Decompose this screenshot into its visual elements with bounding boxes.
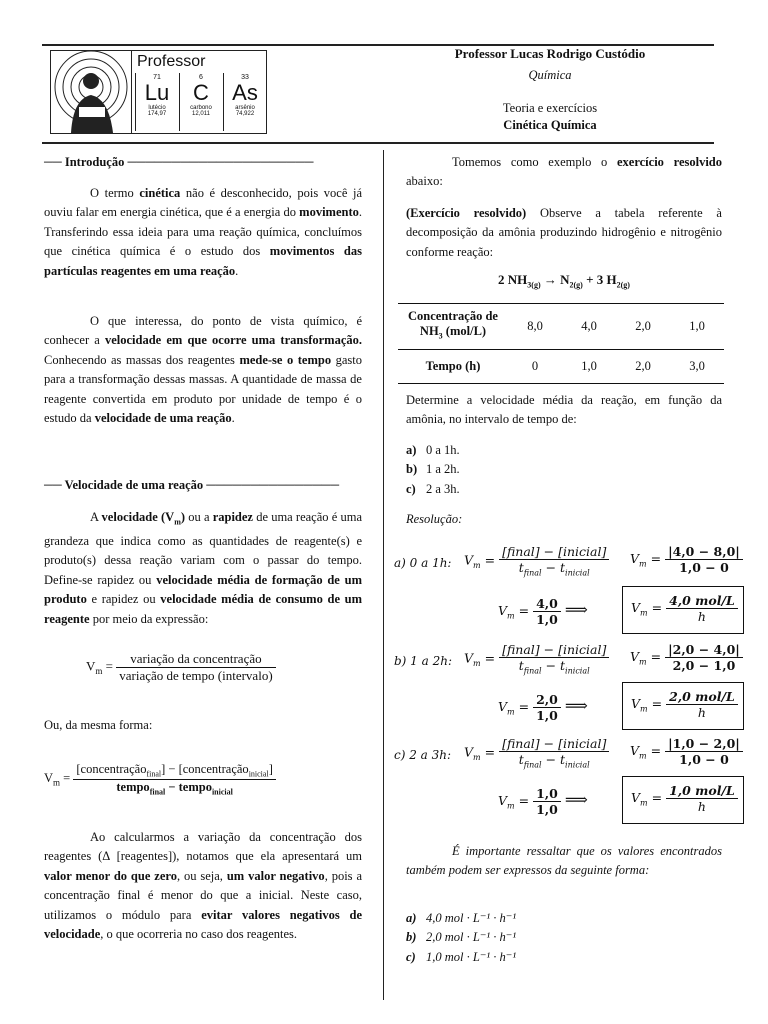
table-row — [398, 350, 724, 384]
general-formula: $V_m$ = $\frac{\text{[final] − [inicial]}}{t_{final} - t_{inicial}}$ — [464, 544, 609, 578]
element-mass: 74,922 — [235, 111, 255, 117]
list-item: a) 0 a 1h. — [406, 443, 460, 457]
diff-formula: $V_m$ = $\frac{|1,0 - 2,0|}{1,0 - 0}$ — [630, 736, 743, 767]
result-formula: $V_m$ = $\frac{2,0}{1,0}$ ⟹ — [498, 692, 588, 723]
table-row-label: Tempo (h) — [398, 350, 508, 384]
reaction-equation: 2 $NH_{3(g)} \to N_{2(g)} + 3$ $H_{2(g)}$ — [498, 272, 630, 290]
list-item: b) 2,0 mol · L⁻¹ · h⁻¹ — [406, 930, 517, 945]
list-item: c) 2 a 3h. — [406, 481, 460, 496]
list-item: a) 4,0 mol · L⁻¹ · h⁻¹ — [406, 911, 517, 925]
section-title: Introdução — [64, 155, 125, 169]
paragraph-intro-1: O termo cinética não é desconhecido, pois você já ouviu falar em energia cinética, que é a energia do movimento. Transferindo essa ideia para uma reação química, concluímos que cinética química é o estudo dos movimentos das partículas reagentes em uma reação. — [44, 186, 362, 278]
element-symbol: As — [232, 80, 258, 105]
paragraph-example-intro: Tomemos como exemplo o exercício resolvido abaixo: — [406, 155, 723, 189]
result-box: $V_m$ = $\frac{\text{1,0 mol/L}}{h}$ — [622, 776, 744, 824]
author-name: Professor Lucas Rodrigo Custódio — [454, 46, 646, 61]
element-symbol: Lu — [144, 80, 170, 105]
paragraph-modulo: Ao calcularmos a variação da concentração dos reagentes (Δ [reagentes]), notamos que ela apresentará um valor menor do que zero, ou seja, um valor negativo, pois a concentração final é menor do que a inicial. Neste caso, utilizamos o módulo para evitar valores negativos de velocidade, o que ocorreria no caso dos reagentes. — [44, 830, 363, 942]
element-symbol: C — [193, 80, 209, 105]
note-paragraph: É importante ressaltar que os valores encontrados também podem ser expressos da seguinte forma: — [406, 844, 722, 878]
data-table — [398, 303, 724, 384]
document-kind: Teoria e exercícios — [502, 101, 598, 115]
element-name: arsênio — [235, 105, 255, 111]
list-item: c) 1,0 mol · L⁻¹ · h⁻¹ — [406, 949, 517, 964]
element-number: 6 — [199, 74, 203, 81]
table-cell: 2,0 — [616, 304, 670, 350]
resolucao-label: Resolução: — [406, 512, 463, 526]
result-formula: $V_m$ = $\frac{4,0}{1,0}$ ⟹ — [498, 596, 588, 627]
section-heading-introducao: ── Introdução ───────────────────── — [44, 155, 314, 169]
table-cell: 1,0 — [670, 304, 724, 350]
section-heading-velocidade: ── Velocidade de uma reação ─────────────── — [44, 478, 340, 492]
portrait-illustration — [51, 51, 132, 133]
table-cell: 0 — [508, 350, 562, 384]
element-number: 71 — [153, 74, 161, 81]
table-row — [398, 304, 724, 350]
paragraph-exercise: (Exercício resolvido) Observe a tabela referente à decomposição da amônia produzindo hidrogênio e nitrogênio conforme reação: — [406, 206, 722, 259]
element-mass: 174,97 — [147, 111, 167, 117]
question-text: Determine a velocidade média da reação, em função da amônia, no intervalo de tempo de: — [406, 393, 722, 427]
element-cell-c — [179, 73, 222, 131]
table-cell: 3,0 — [670, 350, 724, 384]
header-rule — [42, 142, 714, 144]
subject: Química — [528, 68, 572, 82]
intervals-list — [406, 441, 722, 499]
logo-professor-word: Professor — [137, 53, 206, 70]
result-box: $V_m$ = $\frac{\text{2,0 mol/L}}{h}$ — [622, 682, 744, 730]
table-row-label: Concentração de $NH_3$ (mol/L) — [398, 304, 508, 350]
formula-velocidade-2: $V_m$ = $\frac{[concentração_{final}] - [concentração_{inicial}]}{tempo_{final} - tempo_{inicial}}$ — [44, 762, 276, 796]
paragraph-intro-2: O que interessa, do ponto de vista químico, é conhecer a velocidade em que ocorre uma transformação. Conhecendo as massas dos reagentes mede-se o tempo gasto para a transformação dessas massas. A quantidade de massa de reagente convertida em produto por unidade de tempo é o estudo da velocidade de uma reação. — [44, 314, 363, 426]
or-same-text: Ou, da mesma forma: — [44, 718, 153, 732]
alt-units-list — [406, 909, 722, 967]
general-formula: $V_m$ = $\frac{\text{[final] − [inicial]}}{t_{final} - t_{inicial}}$ — [464, 736, 609, 770]
paragraph-velocidade: A velocidade $(V_m)$ ou a rapidez de uma reação é uma grandeza que indica como as quantidades de reagente(s) e produto(s) dessa reação variam com o passar do tempo. Define-se rapidez ou velocidade média de formação de um produto e rapidez ou velocidade média de consumo de um reagente por meio da expressão: — [44, 510, 363, 626]
calc-label: b) 1 a 2h: — [394, 654, 453, 668]
list-item: b) 1 a 2h. — [406, 462, 460, 477]
table-cell: 4,0 — [562, 304, 616, 350]
element-name: lutécio — [148, 105, 166, 111]
formula-velocidade-1: $V_m$ = $\frac{\text{variação da concentração}}{\text{variação de tempo (intervalo)}}$ — [86, 651, 276, 684]
calc-label: c) 2 a 3h: — [394, 748, 452, 762]
table-cell: 1,0 — [562, 350, 616, 384]
diff-formula: $V_m$ = $\frac{|4,0 - 8,0|}{1,0 - 0}$ — [630, 544, 743, 575]
result-formula: $V_m$ = $\frac{1,0}{1,0}$ ⟹ — [498, 786, 588, 817]
document-topic: Cinética Química — [503, 118, 597, 132]
result-box: $V_m$ = $\frac{\text{4,0 mol/L}}{h}$ — [622, 586, 744, 634]
element-name: carbono — [190, 105, 212, 111]
table-cell: 2,0 — [616, 350, 670, 384]
element-number: 33 — [241, 74, 249, 81]
calc-label: a) 0 a 1h: — [394, 556, 452, 570]
element-mass: 12,011 — [192, 111, 210, 117]
element-cell-as — [223, 73, 266, 131]
column-divider — [383, 150, 384, 1000]
section-title: Velocidade de uma reação — [64, 478, 204, 492]
logo — [50, 50, 267, 134]
diff-formula: $V_m$ = $\frac{|2,0 - 4,0|}{2,0 - 1,0}$ — [630, 642, 743, 673]
table-cell: 8,0 — [508, 304, 562, 350]
element-cell-lu — [135, 73, 178, 131]
general-formula: $V_m$ = $\frac{\text{[final] − [inicial]}}{t_{final} - t_{inicial}}$ — [464, 642, 609, 676]
